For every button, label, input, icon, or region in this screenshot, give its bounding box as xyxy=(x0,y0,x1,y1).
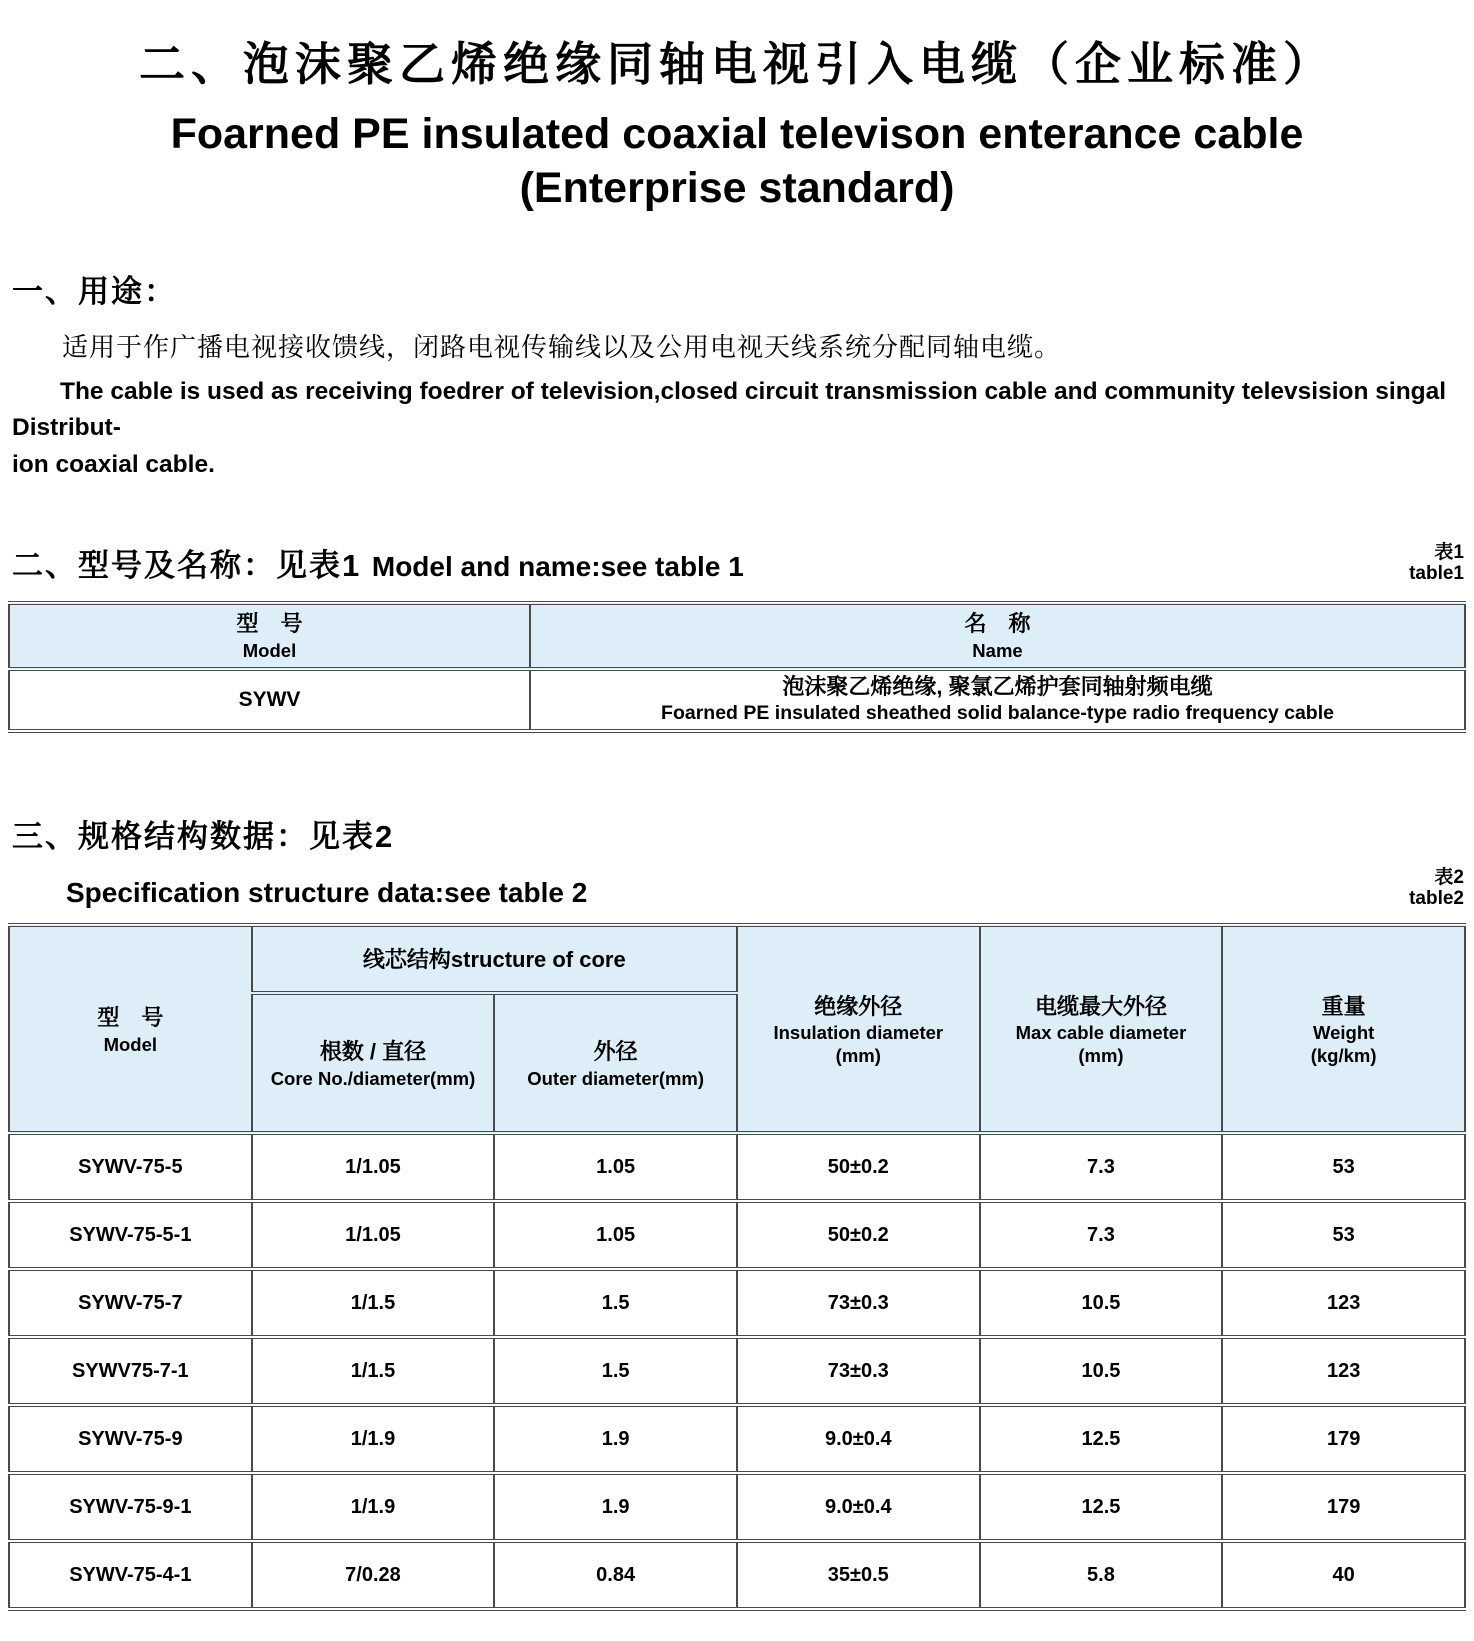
section-spec-heading: 三、规格结构数据：见表2 xyxy=(12,818,395,854)
main-title-en xyxy=(8,108,1466,216)
cell-insulation: 73±0.3 xyxy=(737,1337,980,1405)
table2-header-core-no xyxy=(252,993,495,1133)
cell-max-cable: 7.3 xyxy=(980,1133,1223,1201)
cell-model: SYWV-75-4-1 xyxy=(9,1541,252,1609)
cell-model: SYWV-75-9-1 xyxy=(9,1473,252,1541)
table1-label-en: table1 xyxy=(1409,562,1464,584)
cell-insulation: 35±0.5 xyxy=(737,1541,980,1609)
cell-outer: 1.5 xyxy=(494,1337,737,1405)
table2-header-model-en: Model xyxy=(103,1033,158,1055)
table2-header-weight xyxy=(1222,925,1465,1133)
cell-max-cable: 10.5 xyxy=(980,1337,1223,1405)
table1-cell-name-en: Foarned PE insulated sheathed solid balance-type radio frequency cable xyxy=(661,702,1334,725)
cell-insulation: 73±0.3 xyxy=(737,1269,980,1337)
cell-max-cable: 12.5 xyxy=(980,1473,1223,1541)
model-name-table xyxy=(8,601,1466,733)
cell-weight: 179 xyxy=(1222,1405,1465,1473)
cell-model: SYWV-75-5-1 xyxy=(9,1201,252,1269)
table2-header-weight-unit: (kg/km) xyxy=(1310,1045,1377,1067)
cell-outer: 0.84 xyxy=(494,1541,737,1609)
table-row xyxy=(9,1541,1465,1609)
cell-outer: 1.05 xyxy=(494,1201,737,1269)
table2-header-row1 xyxy=(9,925,1465,993)
table1-label xyxy=(1409,543,1466,585)
table2-header-model xyxy=(9,925,252,1133)
cell-max-cable: 10.5 xyxy=(980,1269,1223,1337)
table2-header-core-group xyxy=(252,925,737,993)
table2-header-max-cable xyxy=(980,925,1223,1133)
table-row xyxy=(9,1269,1465,1337)
table-header-row xyxy=(9,603,1465,669)
cell-outer: 1.9 xyxy=(494,1473,737,1541)
table2-label-en: table2 xyxy=(1409,887,1464,909)
cell-outer: 1.9 xyxy=(494,1405,737,1473)
table2-header-insulation xyxy=(737,925,980,1133)
table1-cell-name-zh: 泡沫聚乙烯绝缘, 聚氯乙烯护套同轴射频电缆 xyxy=(782,673,1213,699)
table2-header-core-group-label: 线芯结构structure of core xyxy=(362,946,626,972)
table1-label-zh: 表1 xyxy=(1434,541,1464,563)
table1-cell-model: SYWV xyxy=(9,669,530,731)
table1-header-model xyxy=(9,603,530,669)
table2-header-weight-en: Weight xyxy=(1312,1022,1375,1044)
table2-header-insulation-en: Insulation diameter xyxy=(773,1022,944,1044)
section-model-heading-row xyxy=(8,540,1466,585)
table1-header-name xyxy=(530,603,1465,669)
cell-insulation: 9.0±0.4 xyxy=(737,1405,980,1473)
cell-core-no: 1/1.9 xyxy=(252,1473,495,1541)
table2-header-outer-zh: 外径 xyxy=(593,1039,638,1065)
usage-body-en-line2: ion coaxial cable. xyxy=(12,451,215,478)
table2-header-max-cable-en: Max cable diameter xyxy=(1015,1022,1187,1044)
cell-max-cable: 12.5 xyxy=(980,1405,1223,1473)
table-row xyxy=(9,669,1465,731)
table1-header-model-zh: 型 号 xyxy=(236,611,303,637)
table2-label xyxy=(1409,868,1466,910)
table2-header-core-no-en: Core No./diameter(mm) xyxy=(270,1067,476,1089)
section-model-heading-en: Model and name:see table 1 xyxy=(371,550,744,582)
cell-model: SYWV-75-7 xyxy=(9,1269,252,1337)
section-model-heading xyxy=(8,540,744,585)
table2-header-max-cable-unit: (mm) xyxy=(1078,1045,1124,1067)
cell-insulation: 50±0.2 xyxy=(737,1133,980,1201)
cell-model: SYWV-75-5 xyxy=(9,1133,252,1201)
section-model-heading-zh: 二、型号及名称：见表1 xyxy=(12,547,362,583)
main-title-zh: 二、泡沫聚乙烯绝缘同轴电视引入电缆（企业标准） xyxy=(139,38,1335,90)
cell-weight: 123 xyxy=(1222,1269,1465,1337)
table-row xyxy=(9,1133,1465,1201)
main-title-en-line1: Foarned PE insulated coaxial televison enterance cable xyxy=(170,110,1304,158)
cell-max-cable: 5.8 xyxy=(980,1541,1223,1609)
section-spec-subtitle: Specification structure data:see table 2 xyxy=(66,877,588,909)
cell-insulation: 50±0.2 xyxy=(737,1201,980,1269)
table2-header-insulation-unit: (mm) xyxy=(835,1045,881,1067)
cell-core-no: 1/1.05 xyxy=(252,1133,495,1201)
usage-body-zh: 适用于作广播电视接收馈线，闭路电视传输线以及公用电视天线系统分配同轴电缆。 xyxy=(62,331,1062,362)
cell-outer: 1.5 xyxy=(494,1269,737,1337)
cell-weight: 123 xyxy=(1222,1337,1465,1405)
cell-weight: 53 xyxy=(1222,1201,1465,1269)
table2-header-max-cable-zh: 电缆最大外径 xyxy=(1034,993,1167,1019)
cell-weight: 53 xyxy=(1222,1133,1465,1201)
table2-header-insulation-zh: 绝缘外径 xyxy=(814,993,903,1019)
cell-max-cable: 7.3 xyxy=(980,1201,1223,1269)
main-title-en-line2: (Enterprise standard) xyxy=(519,163,955,212)
table-row xyxy=(9,1473,1465,1541)
table1-header-model-en: Model xyxy=(242,640,297,662)
table2-header-weight-zh: 重量 xyxy=(1321,993,1366,1019)
table2-header-model-zh: 型 号 xyxy=(97,1005,164,1031)
cell-core-no: 1/1.5 xyxy=(252,1269,495,1337)
cell-core-no: 1/1.5 xyxy=(252,1337,495,1405)
cell-model: SYWV75-7-1 xyxy=(9,1337,252,1405)
spec-table xyxy=(8,923,1466,1611)
table2-label-zh: 表2 xyxy=(1434,866,1464,888)
usage-body-en xyxy=(8,374,1466,484)
section-usage-heading: 一、用途： xyxy=(12,273,177,309)
cell-core-no: 1/1.9 xyxy=(252,1405,495,1473)
cell-outer: 1.05 xyxy=(494,1133,737,1201)
table2-header-outer xyxy=(494,993,737,1133)
usage-body-en-line1: The cable is used as receiving foedrer of television,closed circuit transmission cable and community televsision singal Distribut- xyxy=(12,377,1447,442)
table-row xyxy=(9,1337,1465,1405)
cell-core-no: 1/1.05 xyxy=(252,1201,495,1269)
table1-cell-name xyxy=(530,669,1465,731)
cell-weight: 179 xyxy=(1222,1473,1465,1541)
table1-header-name-en: Name xyxy=(972,640,1023,662)
table-row xyxy=(9,1201,1465,1269)
cell-weight: 40 xyxy=(1222,1541,1465,1609)
section-spec-subtitle-row xyxy=(8,868,1466,910)
table1-header-name-zh: 名 称 xyxy=(964,611,1031,637)
cell-insulation: 9.0±0.4 xyxy=(737,1473,980,1541)
table-row xyxy=(9,1405,1465,1473)
cell-core-no: 7/0.28 xyxy=(252,1541,495,1609)
table2-header-core-no-zh: 根数 / 直径 xyxy=(319,1039,427,1065)
table2-header-outer-en: Outer diameter(mm) xyxy=(527,1067,705,1089)
cell-model: SYWV-75-9 xyxy=(9,1405,252,1473)
